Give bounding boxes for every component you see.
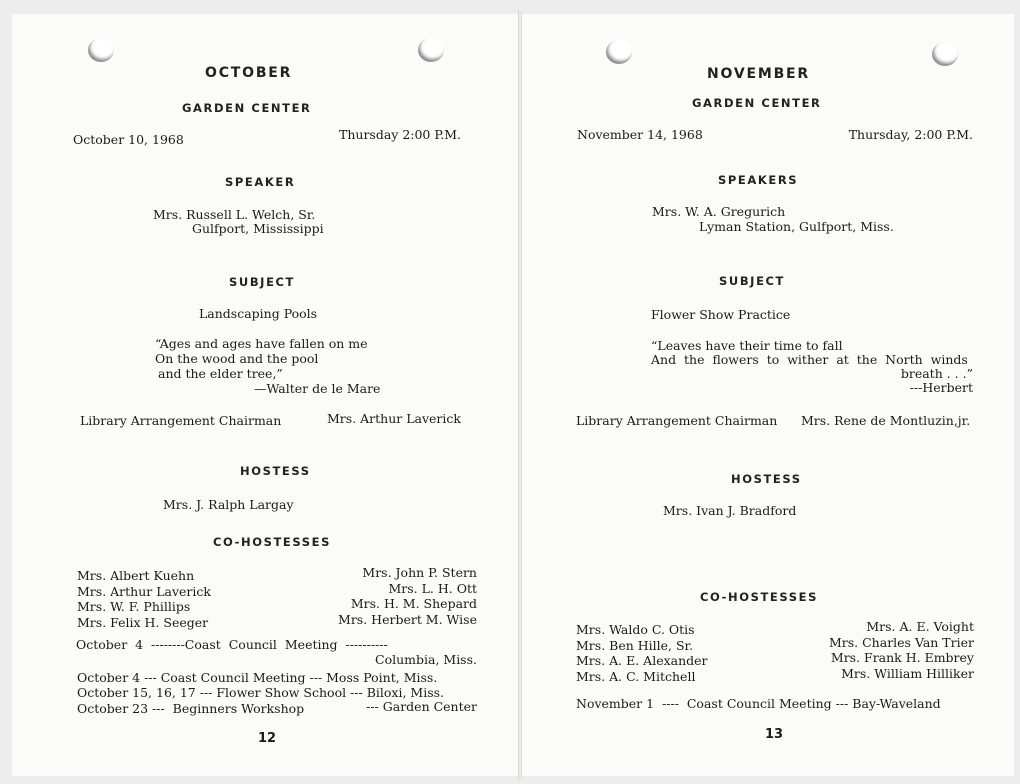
cohostess-name: Mrs. L. H. Ott xyxy=(388,580,477,596)
cohostesses-left-column xyxy=(576,622,708,684)
subject-heading: SUBJECT xyxy=(229,275,296,289)
cohostess-name: Mrs. John P. Stern xyxy=(362,565,477,580)
book-spine xyxy=(518,10,522,780)
cohostesses-right-column xyxy=(338,565,477,627)
cohostesses-heading: CO-HOSTESSES xyxy=(213,535,331,549)
venue: GARDEN CENTER xyxy=(692,96,822,110)
meeting-time: Thursday, 2:00 P.M. xyxy=(848,127,973,142)
venue: GARDEN CENTER xyxy=(182,101,312,115)
quote-line: “Ages and ages have fallen on me xyxy=(155,336,368,351)
quote-line: And the flowers to wither at the North winds xyxy=(651,352,968,367)
page-number: 12 xyxy=(258,731,277,746)
quote-line-end: breath . . .” xyxy=(900,366,973,381)
quote-line: “Leaves have their time to fall xyxy=(651,338,843,353)
library-chairman-label: Library Arrangement Chairman xyxy=(576,413,778,428)
page-number: 13 xyxy=(765,727,784,742)
speaker-name: Mrs. Russell L. Welch, Sr. xyxy=(153,207,316,222)
hostess-name: Mrs. J. Ralph Largay xyxy=(163,497,294,512)
speaker-heading: SPEAKERS xyxy=(718,173,799,187)
punch-hole-icon xyxy=(418,38,444,62)
event-line: October 23 --- Beginners Workshop xyxy=(77,701,305,716)
cohostess-name: Mrs. Albert Kuehn xyxy=(77,568,195,583)
hostess-name: Mrs. Ivan J. Bradford xyxy=(663,503,797,518)
punch-hole-icon xyxy=(932,42,958,66)
event-line: October 4 --------Coast Council Meeting ---------- xyxy=(76,637,388,652)
event-line: October 4 --- Coast Council Meeting --- Moss Point, Miss. xyxy=(77,670,438,685)
cohostess-name: Mrs. A. C. Mitchell xyxy=(576,668,696,684)
quote-line: On the wood and the pool xyxy=(155,351,319,366)
cohostesses-left-column xyxy=(77,568,211,630)
subject-title: Landscaping Pools xyxy=(199,306,318,321)
quote-line: and the elder tree,” xyxy=(158,366,283,381)
hostess-heading: HOSTESS xyxy=(731,472,802,486)
meeting-date: October 10, 1968 xyxy=(73,132,184,147)
event-line: November 1 ---- Coast Council Meeting --- Bay-Waveland xyxy=(576,696,941,711)
library-chairman-name: Mrs. Arthur Laverick xyxy=(327,411,461,426)
speaker-heading: SPEAKER xyxy=(225,175,296,189)
event-location: --- Garden Center xyxy=(366,699,477,714)
meeting-date: November 14, 1968 xyxy=(577,127,703,142)
cohostesses-right-column xyxy=(829,619,974,681)
speaker-place: Lyman Station, Gulfport, Miss. xyxy=(699,219,894,234)
subject-heading: SUBJECT xyxy=(719,274,786,288)
hostess-heading: HOSTESS xyxy=(240,464,311,478)
event-line: October 15, 16, 17 --- Flower Show School --- Biloxi, Miss. xyxy=(77,685,445,700)
cohostess-name: Mrs. Herbert M. Wise xyxy=(338,611,477,627)
punch-hole-icon xyxy=(88,38,114,62)
cohostess-name: Mrs. W. F. Phillips xyxy=(77,599,191,614)
library-chairman-name: Mrs. Rene de Montluzin,jr. xyxy=(801,413,971,428)
punch-hole-icon xyxy=(606,40,632,64)
cohostesses-heading: CO-HOSTESSES xyxy=(700,590,818,604)
cohostess-name: Mrs. Waldo C. Otis xyxy=(576,622,695,637)
cohostess-name: Mrs. Charles Van Trier xyxy=(828,634,974,650)
cohostess-name: Mrs. H. M. Shepard xyxy=(350,596,477,611)
subject-title: Flower Show Practice xyxy=(651,307,791,322)
cohostess-name: Mrs. Felix H. Seeger xyxy=(77,614,209,630)
quote-author: ---Herbert xyxy=(909,380,973,395)
cohostess-name: Mrs. A. E. Voight xyxy=(866,619,974,634)
cohostess-name: Mrs. Frank H. Embrey xyxy=(830,650,974,665)
cohostess-name: Mrs. A. E. Alexander xyxy=(576,653,708,668)
cohostess-name: Mrs. William Hilliker xyxy=(841,665,974,681)
month-title: NOVEMBER xyxy=(707,66,810,82)
speaker-place: Gulfport, Mississippi xyxy=(192,221,324,236)
cohostess-name: Mrs. Arthur Laverick xyxy=(77,583,211,599)
speaker-name: Mrs. W. A. Gregurich xyxy=(652,204,786,219)
month-title: OCTOBER xyxy=(205,65,293,81)
meeting-time: Thursday 2:00 P.M. xyxy=(339,127,461,142)
quote-author: —Walter de le Mare xyxy=(254,381,381,396)
cohostess-name: Mrs. Ben Hille, Sr. xyxy=(576,637,694,653)
library-chairman-label: Library Arrangement Chairman xyxy=(80,413,282,428)
event-line-continued: Columbia, Miss. xyxy=(375,652,477,667)
